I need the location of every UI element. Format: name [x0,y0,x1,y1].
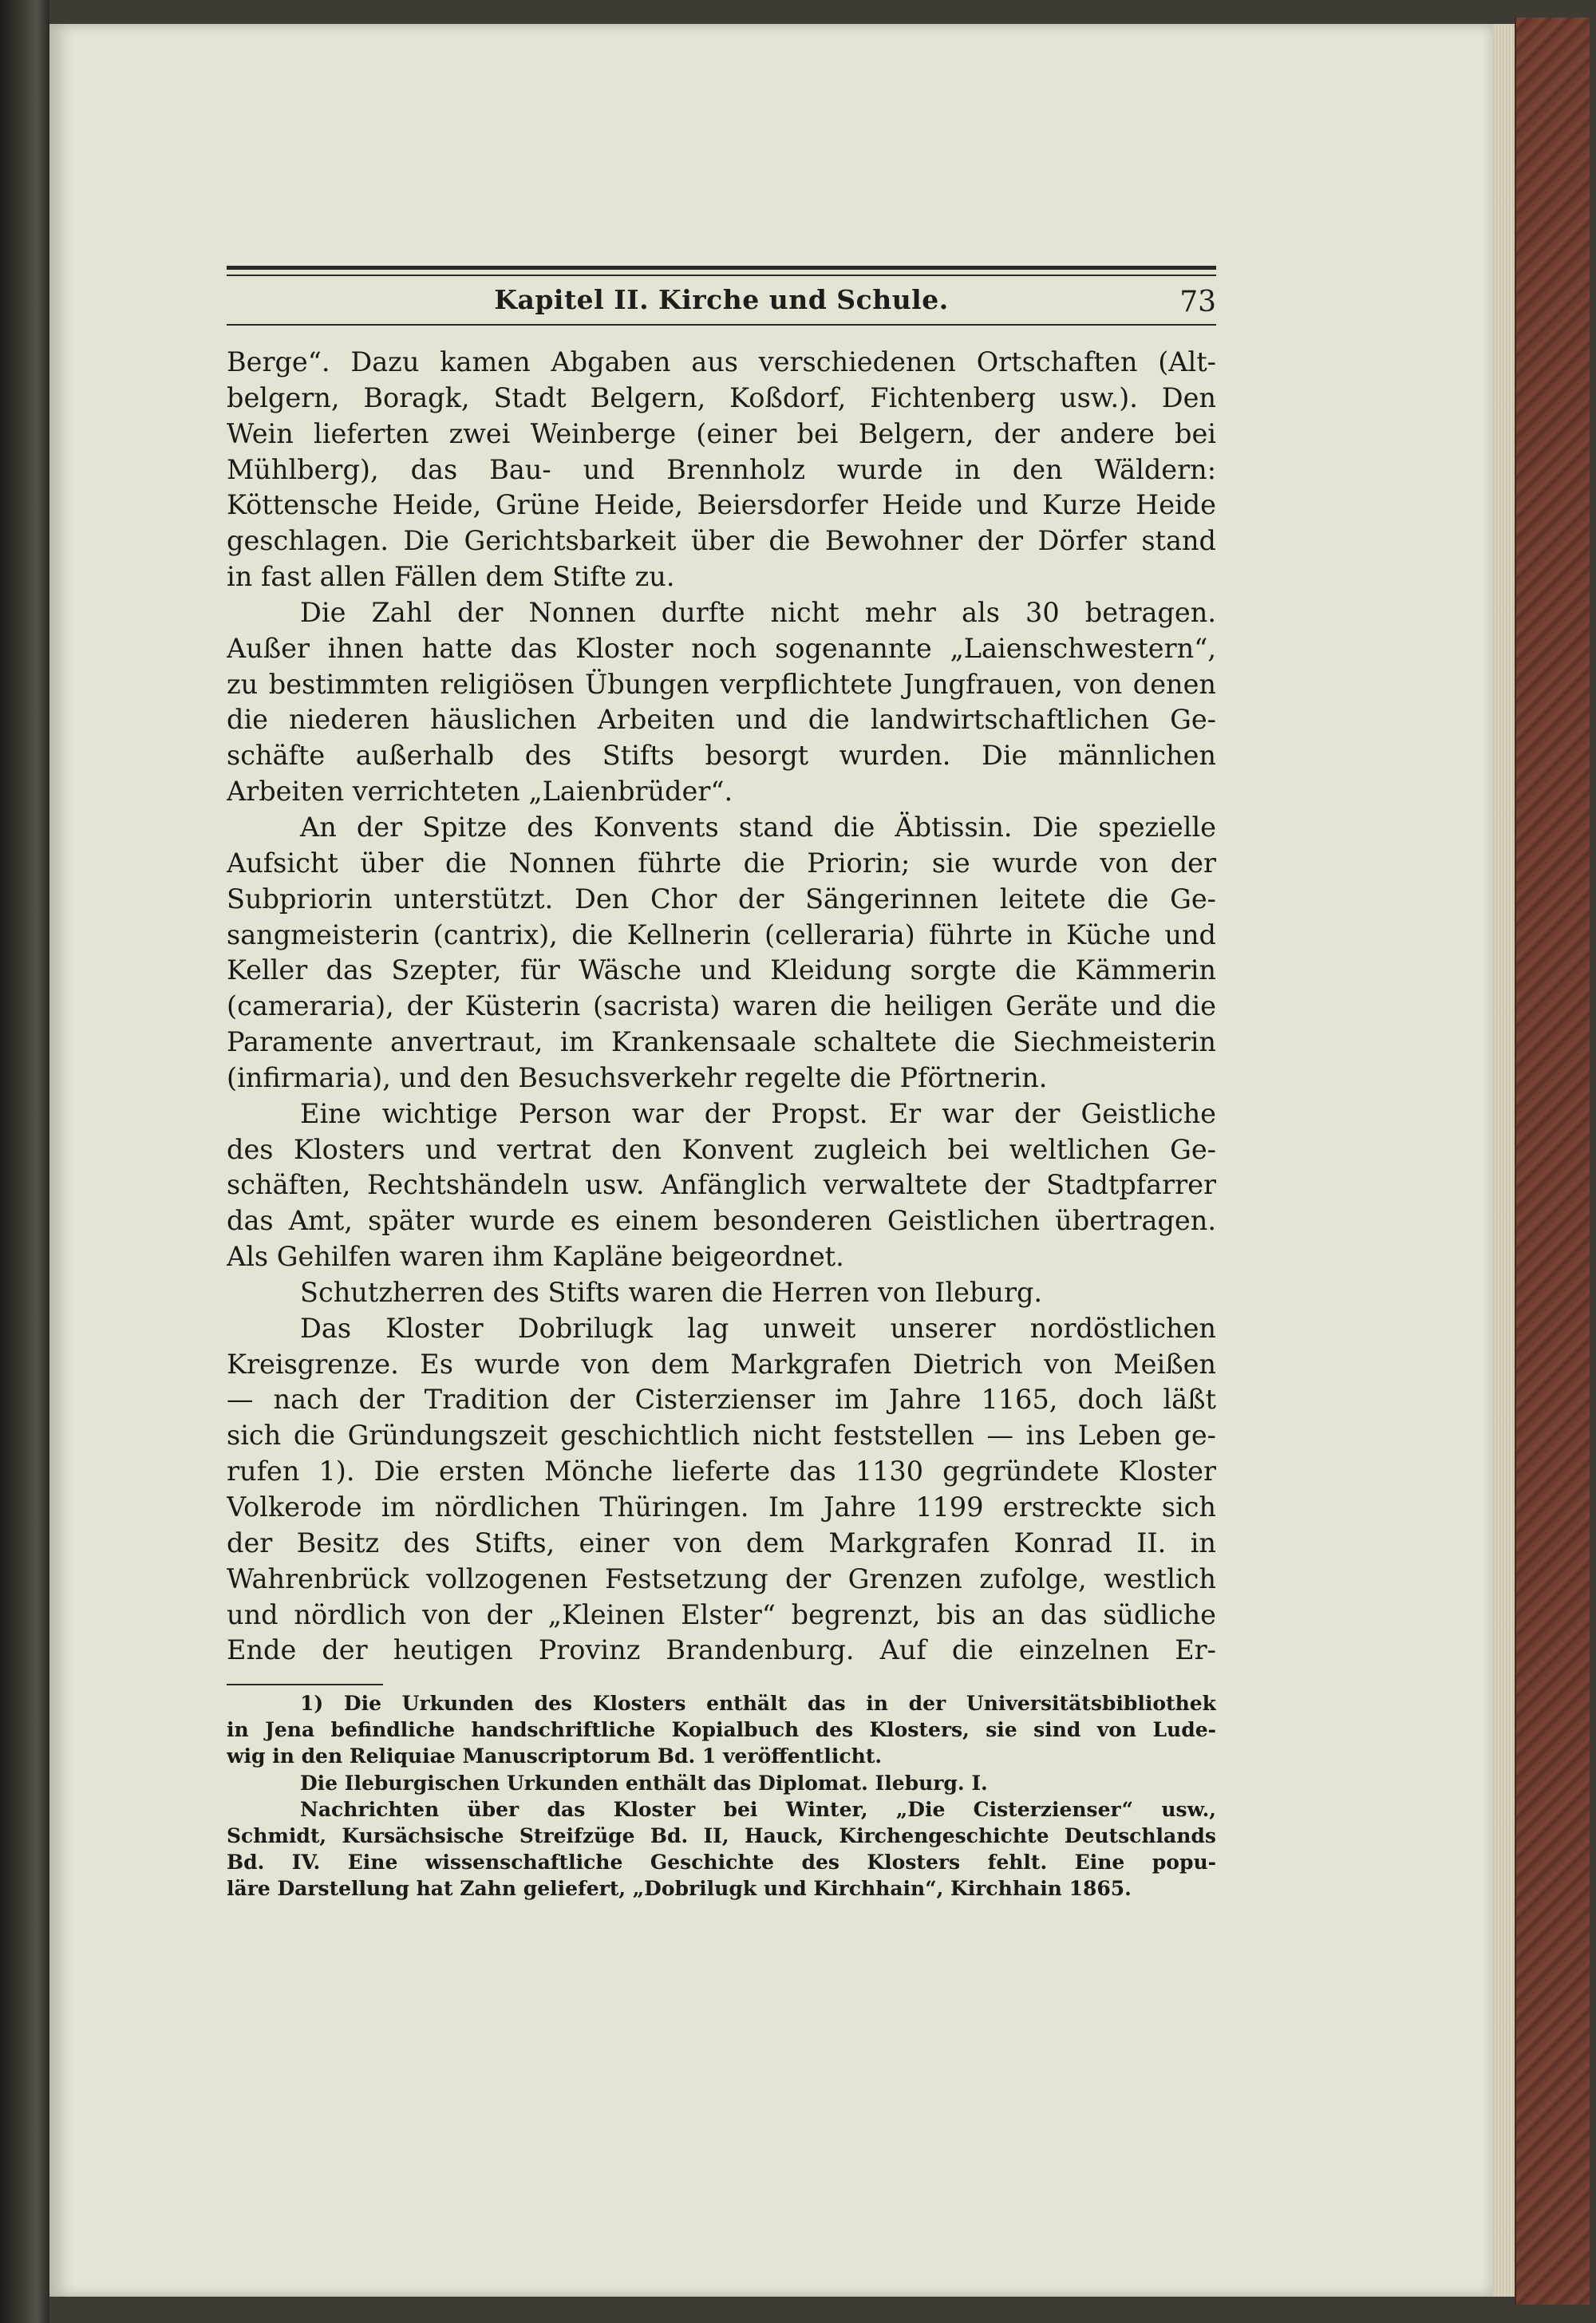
running-title: Kapitel II. Kirche und Schule. [494,284,949,315]
footnote-rule [227,1684,383,1685]
text-line: Mühlberg), das Bau- und Brennholz wurde in den Wäldern: [227,453,1216,485]
text-line: Ende der heutigen Provinz Brandenburg. Auf die einzelnen Er- [227,1634,1216,1666]
text-line: Wahrenbrück vollzogenen Festsetzung der Grenzen zufolge, westlich [227,1562,1216,1594]
text-line: belgern, Boragk, Stadt Belgern, Koßdorf, Fichtenberg usw.). Den [227,381,1216,413]
text-line: des Klosters und vertrat den Konvent zugleich bei weltlichen Ge- [227,1133,1216,1165]
text-line: Das Kloster Dobrilugk lag unweit unserer nordöstlichen [300,1312,1216,1344]
text-line: der Besitz des Stifts, einer von dem Markgrafen Konrad II. in [227,1527,1216,1559]
text-line: (cameraria), der Küsterin (sacrista) waren die heiligen Geräte und die [227,990,1216,1022]
text-line: Als Gehilfen waren ihm Kapläne beigeordnet. [227,1241,844,1273]
text-line: Volkerode im nördlichen Thüringen. Im Jahre 1199 erstreckte sich [227,1491,1216,1523]
footnote-line: läre Darstellung hat Zahn geliefert, „Dobrilugk und Kirchhain“, Kirchhain 1865. [227,1877,1132,1901]
text-line: An der Spitze des Konvents stand die Äbtissin. Die spezielle [300,811,1216,843]
text-line: Arbeiten verrichteten „Laienbrüder“. [227,776,733,808]
book-gutter [0,0,49,2323]
text-line: geschlagen. Die Gerichtsbarkeit über die Bewohner der Dörfer stand [227,525,1216,557]
text-line: — nach der Tradition der Cisterzienser im Jahre 1165, doch läßt [227,1384,1216,1416]
text-line: in fast allen Fällen dem Stifte zu. [227,561,675,593]
footnote-line: Nachrichten über das Kloster bei Winter, „Die Cisterzienser“ usw., [300,1797,1216,1821]
header-rule [227,324,1216,326]
text-line: die niederen häuslichen Arbeiten und die landwirtschaftlichen Ge- [227,704,1216,736]
header-rule [227,275,1216,276]
text-line: Keller das Szepter, für Wäsche und Kleidung sorgte die Kämmerin [227,954,1216,986]
footnote-line: 1) Die Urkunden des Klosters enthält das in der Universitätsbibliothek [300,1692,1216,1715]
footnote-line: Schmidt, Kursächsische Streifzüge Bd. II, Hauck, Kirchengeschichte Deutschlands [227,1823,1216,1847]
footnote-line: Bd. IV. Eine wissenschaftliche Geschichte des Klosters fehlt. Eine popu- [227,1851,1216,1875]
text-line: Subpriorin unterstützt. Den Chor der Sängerinnen leitete die Ge- [227,883,1216,915]
text-line: (infirmaria), und den Besuchsverkehr regelte die Pförtnerin. [227,1061,1048,1093]
text-line: Eine wichtige Person war der Propst. Er war der Geistliche [300,1097,1216,1129]
footnote-line: in Jena befindliche handschriftliche Kopialbuch des Klosters, sie sind von Lude- [227,1718,1216,1742]
text-line: zu bestimmten religiösen Übungen verpflichtete Jungfrauen, von denen [227,668,1216,700]
body-text [227,345,1216,1669]
text-line: sich die Gründungszeit geschichtlich nicht feststellen — ins Leben ge- [227,1420,1216,1452]
text-line: Außer ihnen hatte das Kloster noch sogenannte „Laienschwestern“, [227,632,1216,664]
text-line: Kreisgrenze. Es wurde von dem Markgrafen Dietrich von Meißen [227,1348,1216,1380]
text-line: Die Zahl der Nonnen durfte nicht mehr als 30 betragen. [300,596,1216,628]
text-line: das Amt, später wurde es einem besonderen Geistlichen übertragen. [227,1205,1216,1237]
text-line: sangmeisterin (cantrix), die Kellnerin (celleraria) führte in Küche und [227,919,1216,950]
text-line: schäften, Rechtshändeln usw. Anfänglich verwaltete der Stadtpfarrer [227,1169,1216,1201]
text-line: Aufsicht über die Nonnen führte die Priorin; sie wurde von der [227,847,1216,879]
text-line: Schutzherren des Stifts waren die Herren von Ileburg. [300,1276,1043,1308]
book-cover-edge [1515,18,1590,2305]
footnote-line: wig in den Reliquiae Manuscriptorum Bd. 1 veröffentlicht. [227,1744,883,1768]
text-line: schäfte außerhalb des Stifts besorgt wurden. Die männlichen [227,740,1216,772]
text-line: rufen 1). Die ersten Mönche lieferte das 1130 gegründete Kloster [227,1456,1216,1487]
text-line: Wein lieferten zwei Weinberge (einer bei Belgern, der andere bei [227,417,1216,449]
footnotes [227,1690,1216,1902]
header-rule [227,266,1216,270]
footnote-line: Die Ileburgischen Urkunden enthält das Diplomat. Ileburg. I. [300,1771,988,1795]
text-line: Paramente anvertraut, im Krankensaale schaltete die Siechmeisterin [227,1026,1216,1058]
page-number: 73 [1179,286,1216,318]
running-head [227,281,1216,326]
text-line: Berge“. Dazu kamen Abgaben aus verschiedenen Ortschaften (Alt- [227,346,1216,377]
text-line: Köttensche Heide, Grüne Heide, Beiersdorfer Heide und Kurze Heide [227,489,1216,521]
page-edges [1492,24,1515,2297]
text-line: und nördlich von der „Kleinen Elster“ begrenzt, bis an das südliche [227,1598,1216,1630]
